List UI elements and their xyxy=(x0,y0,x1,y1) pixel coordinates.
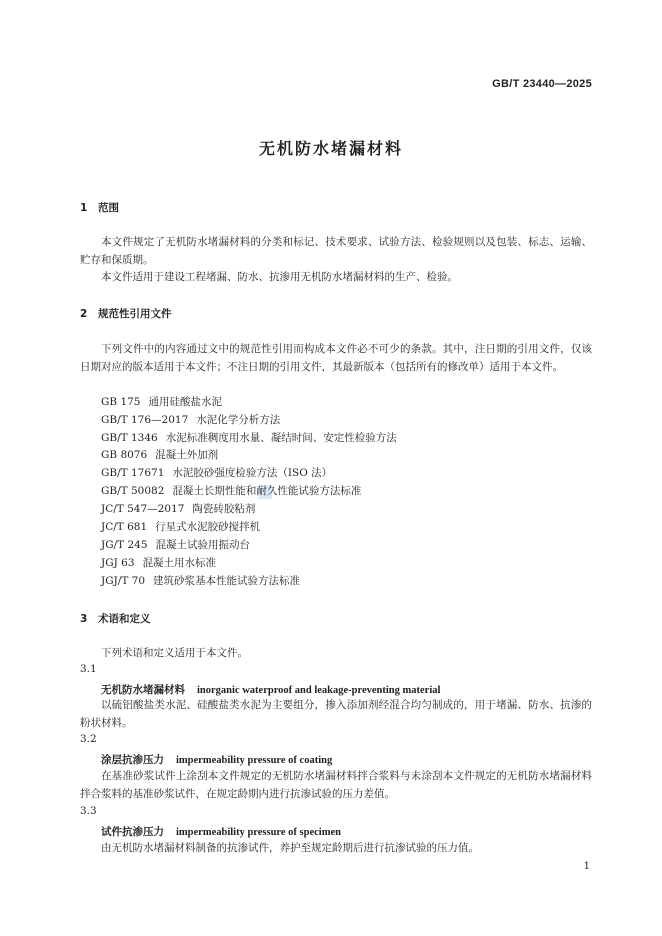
reference-title: 通用硅酸盐水泥 xyxy=(148,396,222,408)
reference-code: GB 8076 xyxy=(101,449,148,461)
term-definition: 以硫铝酸盐类水泥、硅酸盐类水泥为主要组分，掺入添加剂经混合均匀制成的，用于堵漏、防水、抗渗的粉状材料。 xyxy=(80,699,592,729)
reference-title: 陶瓷砖胶粘剂 xyxy=(192,503,256,515)
section-title: 规范性引用文件 xyxy=(98,308,172,320)
reference-item xyxy=(101,465,332,480)
reference-code: GB/T 176—2017 xyxy=(101,414,189,426)
reference-title: 水泥化学分析方法 xyxy=(196,414,281,426)
term-number: 3.3 xyxy=(80,805,97,817)
reference-item xyxy=(101,537,250,552)
reference-code: JGJ 63 xyxy=(101,557,135,569)
term-number: 3.2 xyxy=(80,733,97,745)
reference-title: 混凝土外加剂 xyxy=(155,449,219,461)
reference-title: 混凝土试验用振动台 xyxy=(155,539,251,551)
term-definition: 由无机防水堵漏材料制备的抗渗试件，养护至规定龄期后进行抗渗试验的压力值。 xyxy=(101,842,479,854)
reference-code: GB/T 50082 xyxy=(101,485,165,497)
term-en: inorganic waterproof and leakage-preventing material xyxy=(197,685,441,696)
page-number: 1 xyxy=(583,861,590,872)
scope-paragraph-1: 本文件规定了无机防水堵漏材料的分类和标记、技术要求、试验方法、检验规则以及包装、标志、运输、贮存和保质期。 xyxy=(80,236,592,266)
section-3-heading xyxy=(80,611,151,626)
reference-item xyxy=(101,394,222,409)
reference-title: 建筑砂浆基本性能试验方法标准 xyxy=(153,575,301,587)
reference-code: GB 175 xyxy=(101,396,141,408)
reference-item xyxy=(101,430,397,445)
reference-code: JG/T 245 xyxy=(101,539,148,551)
term-zh: 试件抗渗压力 xyxy=(101,826,164,838)
section-1-heading xyxy=(80,200,119,215)
document-title: 无机防水堵漏材料 xyxy=(258,139,403,158)
reference-title: 行星式水泥胶砂搅拌机 xyxy=(155,521,261,533)
reference-item xyxy=(101,573,300,588)
term-heading xyxy=(101,682,440,697)
term-zh: 无机防水堵漏材料 xyxy=(101,684,185,696)
reference-item xyxy=(101,501,255,516)
reference-title: 水泥胶砂强度检验方法（ISO 法） xyxy=(172,467,333,479)
reference-code: JC/T 681 xyxy=(101,521,148,533)
normative-intro: 下列文件中的内容通过文中的规范性引用而构成本文件必不可少的条款。其中，注日期的引用文件，仅该日期对应的版本适用于本文件；不注日期的引用文件，其最新版本（包括所有的修改单）适用于本文件。 xyxy=(80,343,592,373)
reference-item xyxy=(101,412,280,427)
reference-title: 混凝土用水标准 xyxy=(142,557,217,569)
section-number: 1 xyxy=(80,202,88,214)
section-title: 范围 xyxy=(98,202,119,214)
reference-item xyxy=(101,555,216,570)
scope-paragraph-2: 本文件适用于建设工程堵漏、防水、抗渗用无机防水堵漏材料的生产、检验。 xyxy=(101,271,458,283)
reference-code: JC/T 547—2017 xyxy=(101,503,185,515)
reference-code: GB/T 17671 xyxy=(101,467,165,479)
reference-title: 混凝土长期性能和耐久性能试验方法标准 xyxy=(172,485,362,497)
reference-title: 水泥标准稠度用水量、凝结时间、安定性检验方法 xyxy=(165,432,397,444)
standard-number: GB/T 23440—2025 xyxy=(492,78,592,90)
section-number: 2 xyxy=(80,308,88,320)
reference-code: JGJ/T 70 xyxy=(101,575,146,587)
term-number: 3.1 xyxy=(80,663,97,675)
term-zh: 涂层抗渗压力 xyxy=(101,754,164,766)
term-en: impermeability pressure of coating xyxy=(176,755,333,766)
term-en: impermeability pressure of specimen xyxy=(176,827,341,838)
section-title: 术语和定义 xyxy=(98,613,151,625)
section-number: 3 xyxy=(80,613,88,625)
reference-item xyxy=(101,519,260,534)
reference-code: GB/T 1346 xyxy=(101,432,158,444)
reference-item xyxy=(101,483,361,498)
term-definition: 在基准砂浆试件上涂刮本文件规定的无机防水堵漏材料拌合浆料与未涂刮本文件规定的无机防水堵漏材料拌合浆料的基准砂浆试件，在规定龄期内进行抗渗试验的压力差值。 xyxy=(80,770,592,800)
reference-item xyxy=(101,447,218,462)
term-heading xyxy=(101,752,332,767)
terms-intro: 下列术语和定义适用于本文件。 xyxy=(101,647,248,659)
term-heading xyxy=(101,824,341,839)
section-2-heading xyxy=(80,306,172,321)
